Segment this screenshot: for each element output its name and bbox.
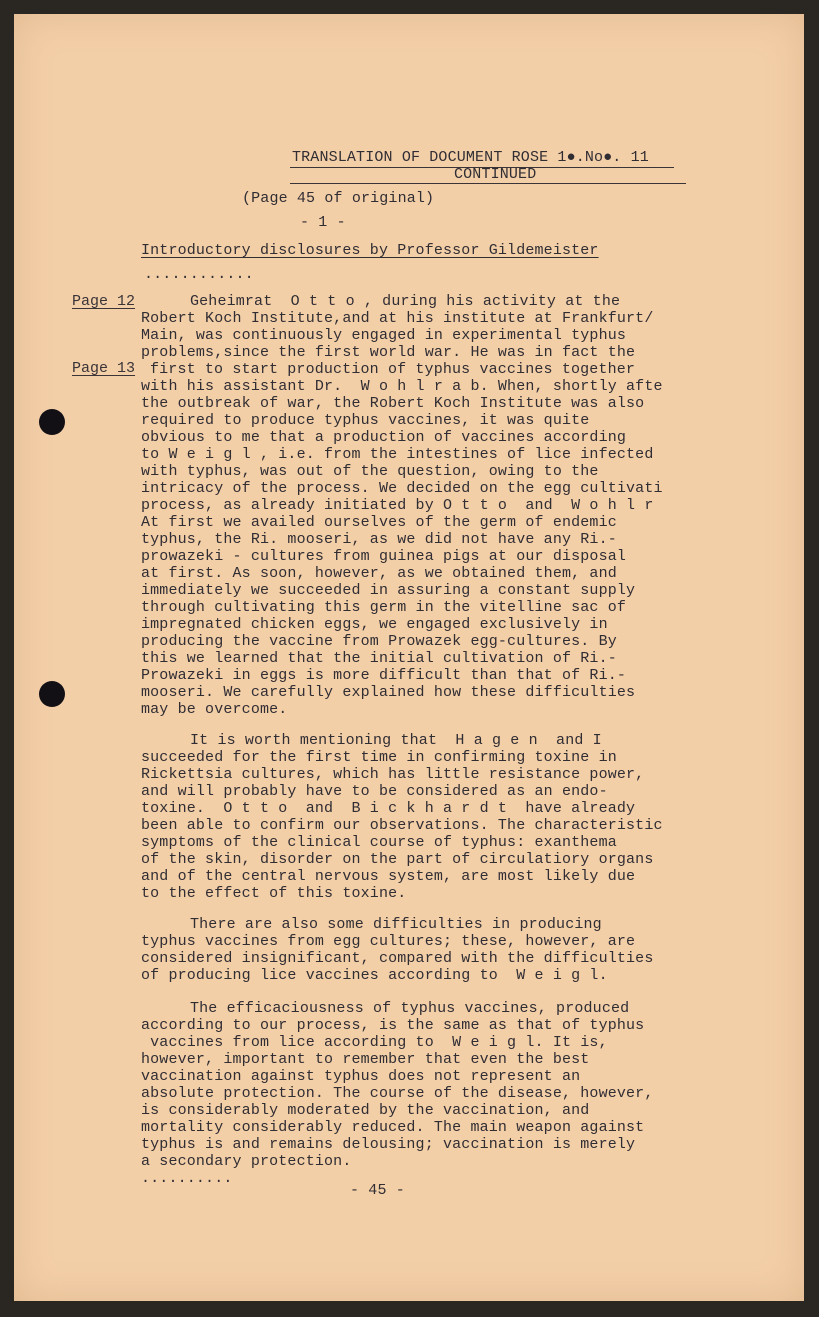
text-line: mortality considerably reduced. The main weapon against bbox=[141, 1119, 645, 1136]
text-line: according to our process, is the same as that of typhus bbox=[141, 1017, 645, 1034]
punch-hole-bottom bbox=[39, 681, 65, 707]
text-line: through cultivating this germ in the vitelline sac of bbox=[141, 599, 627, 616]
text-line: typhus vaccines from egg cultures; these, however, are bbox=[141, 933, 636, 950]
text-line: The efficaciousness of typhus vaccines, produced bbox=[190, 1000, 630, 1017]
text-line: Robert Koch Institute,and at his institute at Frankfurt/ bbox=[141, 310, 654, 327]
text-line: the outbreak of war, the Robert Koch Institute was also bbox=[141, 395, 645, 412]
margin-note-page-12: Page 12 bbox=[72, 293, 136, 310]
section-number: - 1 - bbox=[300, 214, 346, 231]
text-line: is considerably moderated by the vaccination, and bbox=[141, 1102, 590, 1119]
text-line: immediately we succeeded in assuring a constant supply bbox=[141, 582, 636, 599]
text-line: mooseri. We carefully explained how these difficulties bbox=[141, 684, 636, 701]
text-line: intricacy of the process. We decided on the egg cultivati bbox=[141, 480, 663, 497]
text-line: Geheimrat O t t o , during his activity at the bbox=[190, 293, 621, 310]
text-line: however, important to remember that even the best bbox=[141, 1051, 590, 1068]
text-line: producing the vaccine from Prowazek egg-cultures. By bbox=[141, 633, 617, 650]
margin-note-page-13: Page 13 bbox=[72, 360, 136, 377]
text-line: typhus is and remains delousing; vaccination is merely bbox=[141, 1136, 636, 1153]
text-line: with his assistant Dr. W o h l r a b. When, shortly afte bbox=[141, 378, 663, 395]
text-line: may be overcome. bbox=[141, 701, 288, 718]
text-line: been able to confirm our observations. The characteristic bbox=[141, 817, 663, 834]
text-line: and of the central nervous system, are most likely due bbox=[141, 868, 636, 885]
text-line: prowazeki - cultures from guinea pigs at our disposal bbox=[141, 548, 627, 565]
text-line: obvious to me that a production of vaccines according bbox=[141, 429, 627, 446]
text-line: and will probably have to be considered as an endo- bbox=[141, 783, 608, 800]
text-line: impregnated chicken eggs, we engaged exclusively in bbox=[141, 616, 608, 633]
text-line: with typhus, was out of the question, owing to the bbox=[141, 463, 599, 480]
document-title: TRANSLATION OF DOCUMENT ROSE 1●.No●. 11 bbox=[292, 149, 649, 166]
text-line: problems,since the first world war. He was in fact the bbox=[141, 344, 636, 361]
text-line: process, as already initiated by O t t o and W o h l r bbox=[141, 497, 654, 514]
ellipsis-top: ............ bbox=[144, 266, 254, 283]
text-line: vaccines from lice according to W e i g l. It is, bbox=[141, 1034, 608, 1051]
text-line: succeeded for the first time in confirming toxine in bbox=[141, 749, 617, 766]
text-line: of producing lice vaccines according to W e i g l. bbox=[141, 967, 608, 984]
text-line: this we learned that the initial cultivation of Ri.- bbox=[141, 650, 617, 667]
document-page bbox=[14, 14, 804, 1301]
text-line: Prowazeki in eggs is more difficult than that of Ri.- bbox=[141, 667, 627, 684]
page-number: - 45 - bbox=[350, 1182, 405, 1199]
text-line: absolute protection. The course of the disease, however, bbox=[141, 1085, 654, 1102]
text-line: vaccination against typhus does not represent an bbox=[141, 1068, 581, 1085]
text-line: a secondary protection. bbox=[141, 1153, 352, 1170]
text-line: of the skin, disorder on the part of circulatiory organs bbox=[141, 851, 654, 868]
continued-label: CONTINUED bbox=[454, 166, 537, 183]
text-line: to the effect of this toxine. bbox=[141, 885, 407, 902]
text-line: symptoms of the clinical course of typhus: exanthema bbox=[141, 834, 617, 851]
text-line: to W e i g l , i.e. from the intestines of lice infected bbox=[141, 446, 654, 463]
text-line: typhus, the Ri. mooseri, as we did not have any Ri.- bbox=[141, 531, 617, 548]
text-line: It is worth mentioning that H a g e n and I bbox=[190, 732, 602, 749]
text-line: required to produce typhus vaccines, it was quite bbox=[141, 412, 590, 429]
ellipsis-bottom: .......... bbox=[141, 1170, 233, 1187]
punch-hole-top bbox=[39, 409, 65, 435]
text-line: Main, was continuously engaged in experimental typhus bbox=[141, 327, 627, 344]
text-line: toxine. O t t o and B i c k h a r d t have already bbox=[141, 800, 636, 817]
continued-underline bbox=[290, 183, 686, 184]
text-line: considered insignificant, compared with the difficulties bbox=[141, 950, 654, 967]
text-line: first to start production of typhus vaccines together bbox=[150, 361, 636, 378]
section-heading: Introductory disclosures by Professor Gildemeister bbox=[141, 242, 599, 259]
text-line: There are also some difficulties in producing bbox=[190, 916, 602, 933]
text-line: Rickettsia cultures, which has little resistance power, bbox=[141, 766, 645, 783]
text-line: At first we availed ourselves of the germ of endemic bbox=[141, 514, 617, 531]
original-page-ref: (Page 45 of original) bbox=[242, 190, 435, 207]
text-line: at first. As soon, however, as we obtained them, and bbox=[141, 565, 617, 582]
